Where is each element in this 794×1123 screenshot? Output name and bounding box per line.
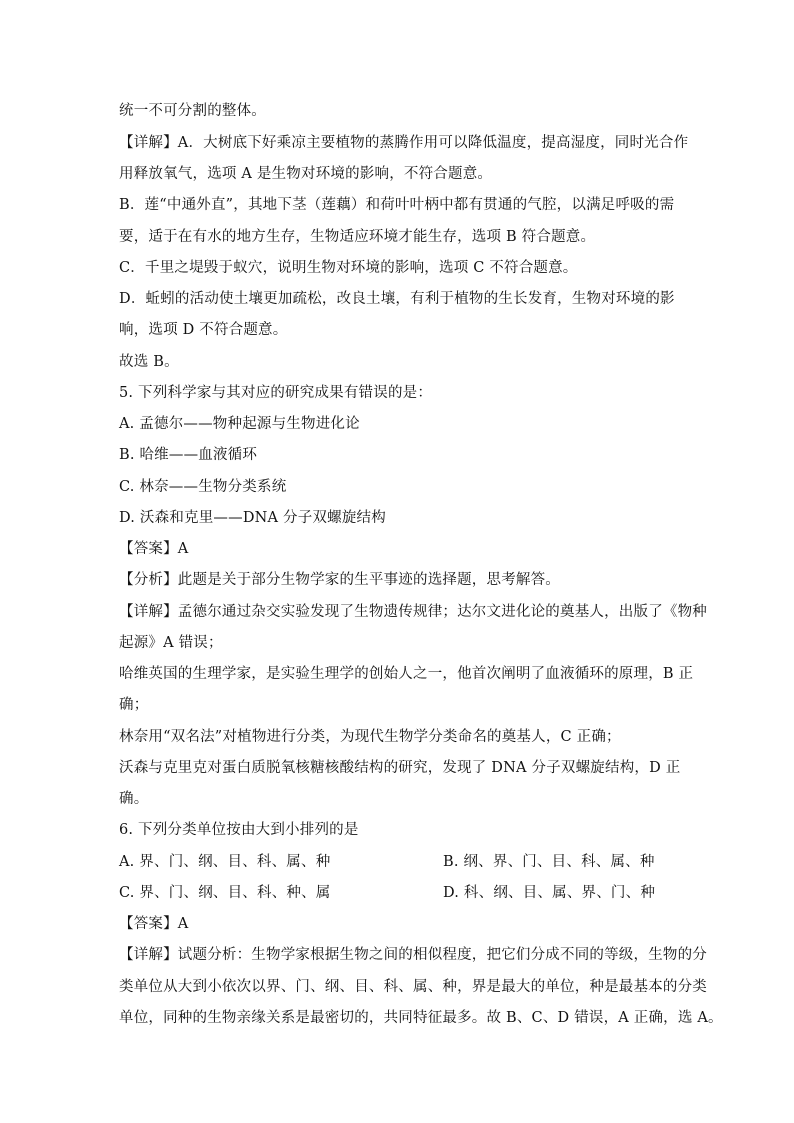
question-5-title: 5. 下列科学家与其对应的研究成果有错误的是： xyxy=(119,385,433,401)
answer-label: 【答案】A xyxy=(119,541,189,557)
text-line: 故选 B。 xyxy=(119,354,179,370)
text-line: 用释放氧气，选项 A 是生物对环境的影响，不符合题意。 xyxy=(119,166,493,182)
analysis-text: 【分析】此题是关于部分生物学家的生平事迹的选择题，思考解答。 xyxy=(119,572,560,588)
text-line: 起源》A 错误； xyxy=(119,635,223,651)
text-line: 林奈用“双名法”对植物进行分类，为现代生物学分类命名的奠基人，C 正确； xyxy=(119,729,621,745)
text-line: C．千里之堤毁于蚁穴，说明生物对环境的影响，选项 C 不符合题意。 xyxy=(119,260,578,276)
text-line: 【详解】A．大树底下好乘凉主要植物的蒸腾作用可以降低温度，提高湿度，同时光合作 xyxy=(119,135,689,151)
option-b: B. 纲、界、门、目、科、属、种 xyxy=(443,854,655,870)
text-line: 【详解】试题分析：生物学家根据生物之间的相似程度，把它们分成不同的等级，生物的分 xyxy=(119,947,707,963)
text-line: 确。 xyxy=(119,791,149,807)
text-line: B．莲“中通外直”，其地下茎（莲藕）和荷叶叶柄中都有贯通的气腔，以满足呼吸的需 xyxy=(119,197,675,213)
option-a: A. 界、门、纲、目、科、属、种 xyxy=(119,854,331,870)
text-line: 哈维英国的生理学家，是实验生理学的创始人之一，他首次阐明了血液循环的原理，B 正 xyxy=(119,666,694,682)
text-line: 确； xyxy=(119,697,149,713)
option-c: C. 界、门、纲、目、科、种、属 xyxy=(119,885,331,901)
text-line: 【详解】孟德尔通过杂交实验发现了生物遗传规律；达尔文进化论的奠基人，出版了《物种 xyxy=(119,604,707,620)
text-line: 类单位从大到小依次以界、门、纲、目、科、属、种，界是最大的单位，种是最基本的分类 xyxy=(119,979,707,995)
text-line: 响，选项 D 不符合题意。 xyxy=(119,322,288,338)
option-b: B. 哈维——血液循环 xyxy=(119,447,258,463)
option-c: C. 林奈——生物分类系统 xyxy=(119,479,287,495)
text-line: 沃森与克里克对蛋白质脱氧核糖核酸结构的研究，发现了 DNA 分子双螺旋结构，D 正 xyxy=(119,760,681,776)
text-line: 统一不可分割的整体。 xyxy=(119,103,266,119)
option-d: D. 科、纲、目、属、界、门、种 xyxy=(443,885,656,901)
text-line: D．蚯蚓的活动使土壤更加疏松，改良土壤，有利于植物的生长发育，生物对环境的影 xyxy=(119,291,675,307)
question-6-title: 6. 下列分类单位按由大到小排列的是 xyxy=(119,822,359,838)
option-a: A. 孟德尔——物种起源与生物进化论 xyxy=(119,416,360,432)
text-line: 单位，同种的生物亲缘关系是最密切的，共同特征最多。故 B、C、D 错误，A 正确，选 A。 xyxy=(119,1010,723,1026)
text-line: 要，适于在有水的地方生存，生物适应环境才能生存，选项 B 符合题意。 xyxy=(119,229,596,245)
answer-label: 【答案】A xyxy=(119,916,189,932)
option-d: D. 沃森和克里——DNA 分子双螺旋结构 xyxy=(119,510,386,526)
